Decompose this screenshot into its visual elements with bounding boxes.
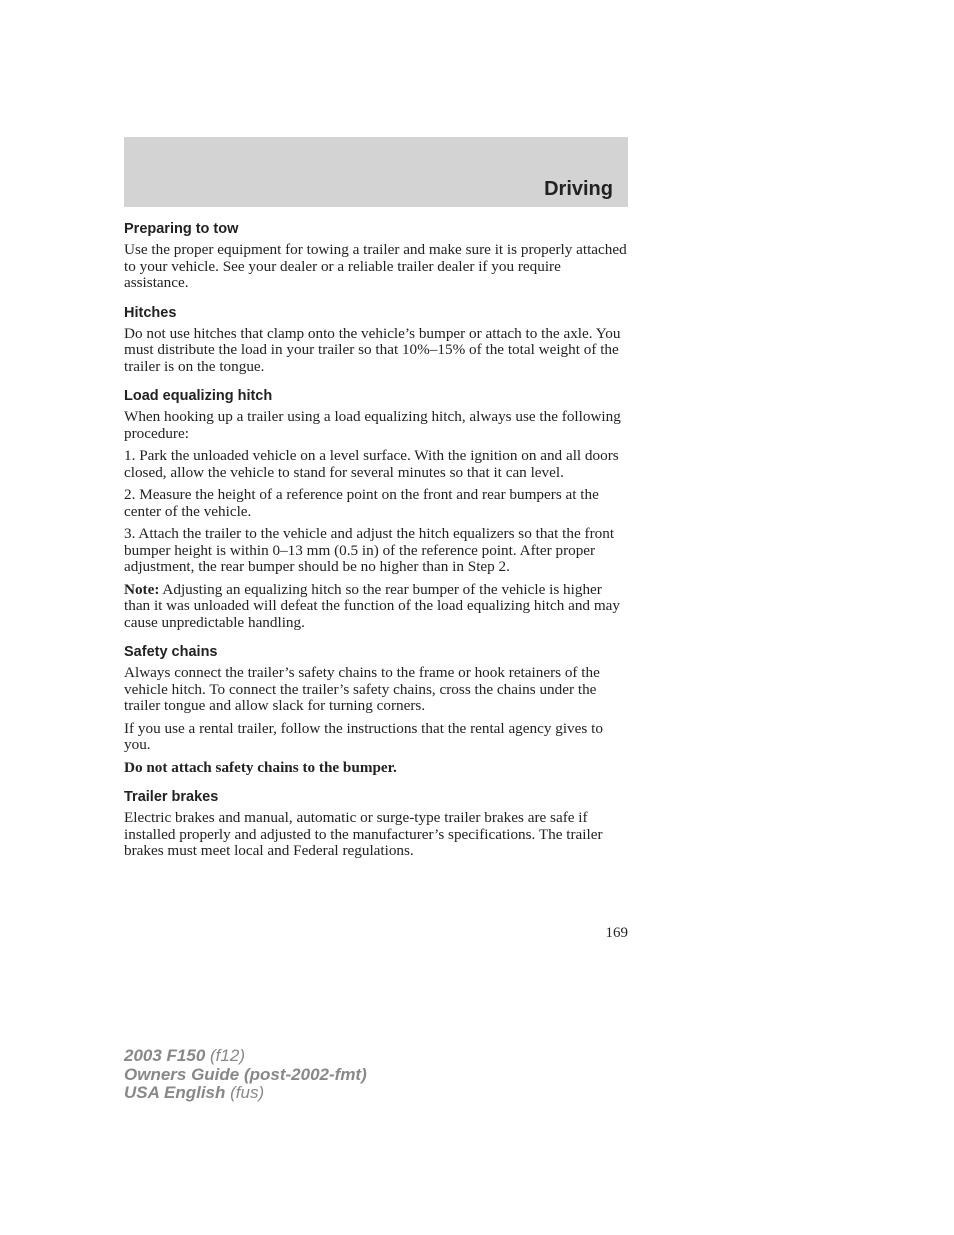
section-heading: Safety chains <box>124 644 218 660</box>
section-heading: Preparing to tow <box>124 221 239 237</box>
section-safety-chains <box>124 643 628 776</box>
footer-model-code: (f12) <box>205 1046 245 1065</box>
document-footer <box>124 1047 367 1103</box>
warning-text: Do not attach safety chains to the bumper. <box>124 758 397 776</box>
note-text: Adjusting an equalizing hitch so the rear bumper of the vehicle is higher than it was unloaded will defeat the function of the load equalizing hitch and may cause unpredictable handling. <box>124 580 620 631</box>
footer-model: 2003 F150 <box>124 1046 206 1065</box>
footer-language-code: (fus) <box>225 1083 265 1102</box>
footer-line-model <box>124 1047 367 1066</box>
section-trailer-brakes <box>124 788 628 860</box>
procedure-step-2: 2. Measure the height of a reference point on the front and rear bumpers at the center of the vehicle. <box>124 486 599 520</box>
footer-guide: Owners Guide (post-2002-fmt) <box>124 1064 367 1084</box>
footer-line-guide <box>124 1066 367 1085</box>
footer-language: USA English <box>124 1083 226 1102</box>
footer-line-language <box>124 1084 367 1103</box>
section-hitches <box>124 304 628 376</box>
paragraph: Use the proper equipment for towing a trailer and make sure it is properly attached to your vehicle. See your dealer or a reliable trailer dealer if you require assistance. <box>124 241 627 291</box>
section-title: Driving <box>544 178 613 200</box>
section-load-equalizing-hitch <box>124 387 628 631</box>
procedure-step-3: 3. Attach the trailer to the vehicle and adjust the hitch equalizers so that the front bumper height is within 0–13 mm (0.5 in) of the reference point. After proper adjustment, the rear bumper should be no higher than in Step 2. <box>124 525 615 575</box>
paragraph: Always connect the trailer’s safety chains to the frame or hook retainers of the vehicle hitch. To connect the trailer’s safety chains, cross the chains under the trailer tongue and allow slack for turning corners. <box>124 664 600 714</box>
paragraph: When hooking up a trailer using a load equalizing hitch, always use the following procedure: <box>124 408 621 442</box>
section-heading: Load equalizing hitch <box>124 388 273 404</box>
paragraph: Do not use hitches that clamp onto the vehicle’s bumper or attach to the axle. You must distribute the load in your trailer so that 10%–15% of the total weight of the trailer is on the tongue. <box>124 324 621 375</box>
paragraph: If you use a rental trailer, follow the instructions that the rental agency gives to you. <box>124 719 603 753</box>
section-heading: Trailer brakes <box>124 789 219 805</box>
page-content <box>124 220 628 872</box>
procedure-step-1: 1. Park the unloaded vehicle on a level surface. With the ignition on and all doors closed, allow the vehicle to stand for several minutes so that it can level. <box>124 447 619 481</box>
paragraph: Electric brakes and manual, automatic or surge-type trailer brakes are safe if installed properly and adjusted to the manufacturer’s specifications. The trailer brakes must meet local and Federal regulations. <box>124 809 603 859</box>
section-heading: Hitches <box>124 304 177 321</box>
note-label: Note: <box>124 580 160 598</box>
page-number: 169 <box>605 925 628 941</box>
section-preparing-to-tow <box>124 220 628 292</box>
note-paragraph <box>124 582 628 632</box>
section-header-band <box>124 137 628 207</box>
